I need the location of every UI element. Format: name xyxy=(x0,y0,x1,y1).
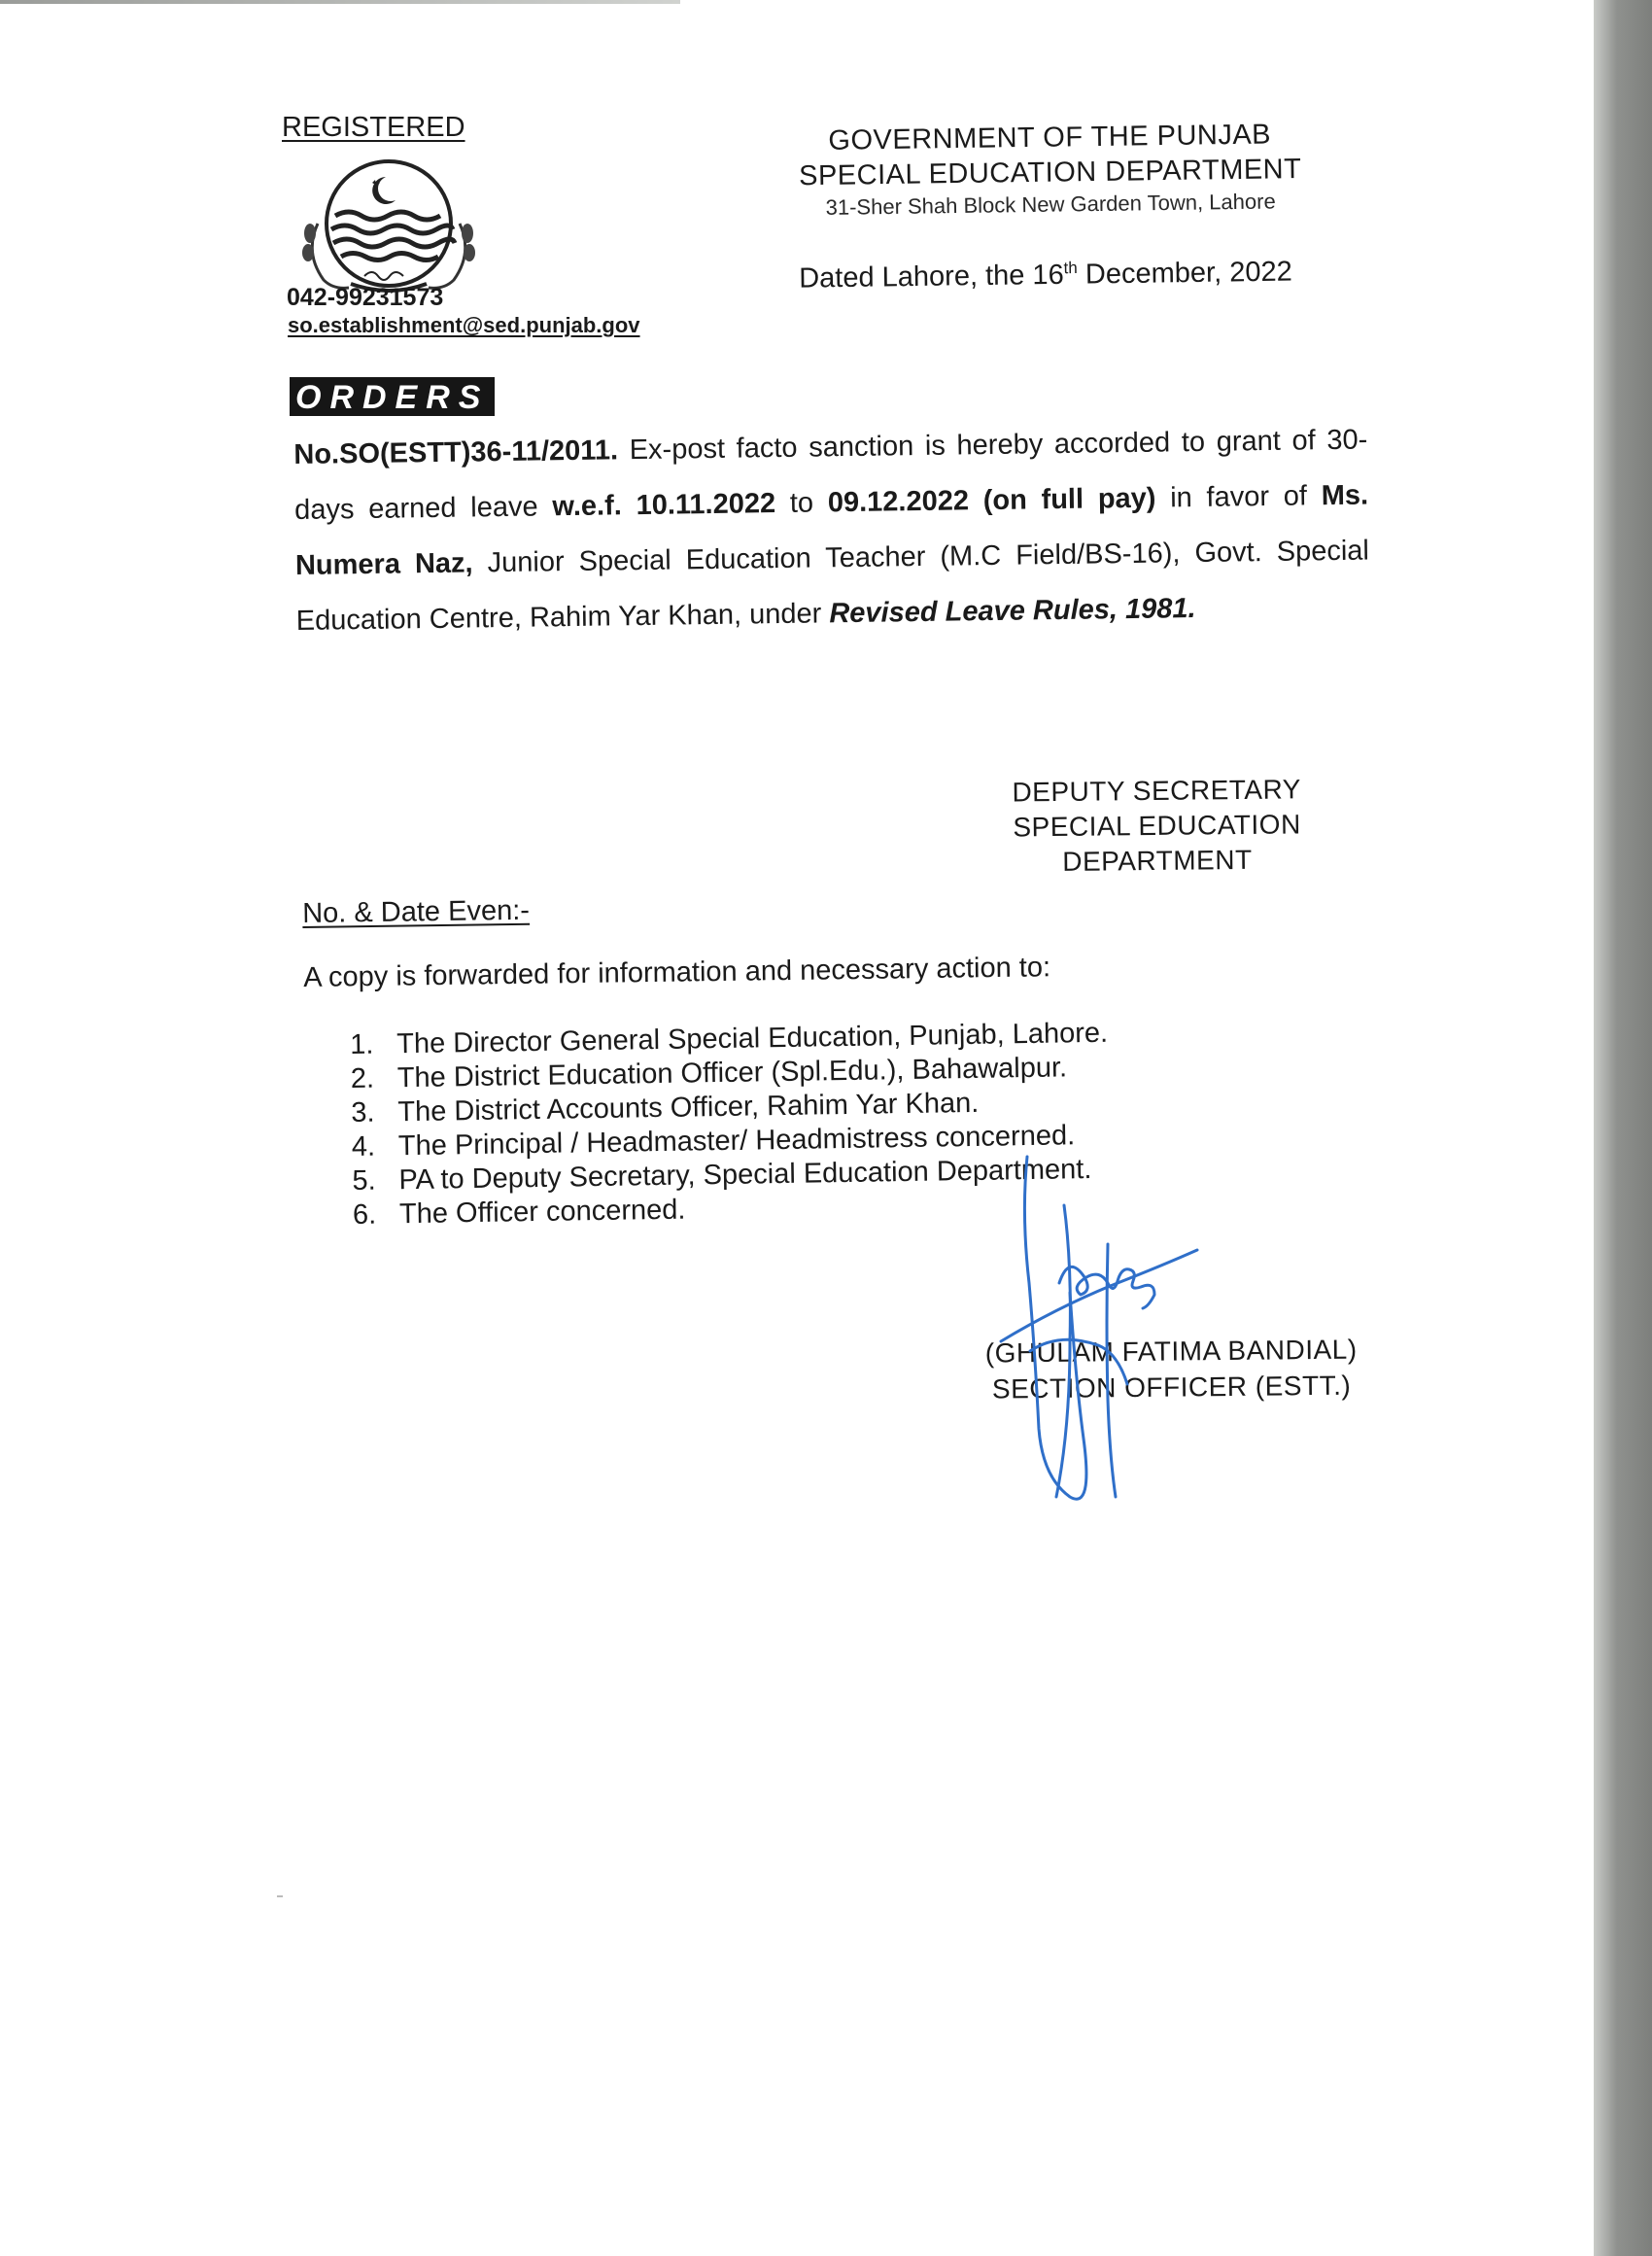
deputy-secretary-block xyxy=(962,772,1352,881)
punjab-government-emblem-icon xyxy=(296,156,481,301)
list-number: 3. xyxy=(351,1096,375,1128)
order-paragraph xyxy=(293,413,1370,649)
scan-speck xyxy=(277,1895,283,1897)
list-text: The Director General Special Education, Punjab, Lahore. xyxy=(396,1017,1109,1060)
list-text: The District Accounts Officer, Rahim Yar Khan. xyxy=(397,1087,980,1128)
officer-title: SECTION OFFICER (ESTT.) xyxy=(991,1370,1352,1405)
signatory-line: DEPARTMENT xyxy=(1062,844,1253,877)
list-number: 4. xyxy=(351,1130,376,1163)
letterhead xyxy=(748,116,1352,224)
leave-end-date: 09.12.2022 (on full pay) xyxy=(827,482,1156,519)
order-number: No.SO(ESTT)36-11/2011. xyxy=(293,434,619,470)
date-ordinal: th xyxy=(1063,258,1078,278)
leave-rules: Revised Leave Rules, 1981. xyxy=(829,593,1196,630)
handwritten-signature-icon xyxy=(972,1147,1254,1516)
leave-start-date: w.e.f. 10.11.2022 xyxy=(552,488,776,523)
list-text: PA to Deputy Secretary, Special Education Department. xyxy=(398,1154,1092,1197)
government-title: GOVERNMENT OF THE PUNJAB xyxy=(828,119,1272,156)
date-rest: December, 2022 xyxy=(1077,256,1292,291)
list-number: 6. xyxy=(352,1198,377,1231)
order-text: to xyxy=(774,487,829,520)
order-text: Ex-post facto sanction is hereby accorded to grant of 30-days earned leave xyxy=(293,424,1368,526)
list-number: 2. xyxy=(350,1062,375,1094)
list-number: 5. xyxy=(352,1164,376,1197)
registered-label: REGISTERED xyxy=(282,112,465,143)
email-address: so.establishment@sed.punjab.gov xyxy=(288,313,640,337)
department-address: 31-Sher Shah Block New Garden Town, Lahore xyxy=(825,189,1276,220)
employee-name: Ms. Numera Naz, xyxy=(294,479,1369,581)
order-text: Junior Special Education Teacher (M.C Field/BS-16), Govt. Special Education Centre, Rahim Yar Khan, under xyxy=(295,535,1370,637)
list-text: The Officer concerned. xyxy=(398,1194,686,1231)
signatory-line: SPECIAL EDUCATION xyxy=(1013,809,1301,843)
signatory-line: DEPUTY SECRETARY xyxy=(1012,774,1302,808)
list-text: The District Education Officer (Spl.Edu.), Bahawalpur. xyxy=(396,1052,1068,1094)
orders-heading: ORDERS xyxy=(290,377,495,416)
endorsement-intro: A copy is forwarded for information and necessary action to: xyxy=(303,952,1051,993)
dated-line xyxy=(799,256,1292,295)
department-title: SPECIAL EDUCATION DEPARTMENT xyxy=(798,154,1302,192)
list-number: 1. xyxy=(350,1028,374,1060)
scan-edge-top xyxy=(0,0,680,4)
officer-name: (GHULAM FATIMA BANDIAL) xyxy=(984,1334,1358,1369)
date-prefix: Dated Lahore, the 16 xyxy=(799,259,1064,295)
phone-number: 042-99231573 xyxy=(287,284,444,311)
order-text: in favor of xyxy=(1155,480,1322,514)
scan-edge-right xyxy=(1594,0,1652,2256)
endorsement-heading: No. & Date Even:- xyxy=(302,894,531,929)
list-text: The Principal / Headmaster/ Headmistress concerned. xyxy=(397,1120,1076,1163)
